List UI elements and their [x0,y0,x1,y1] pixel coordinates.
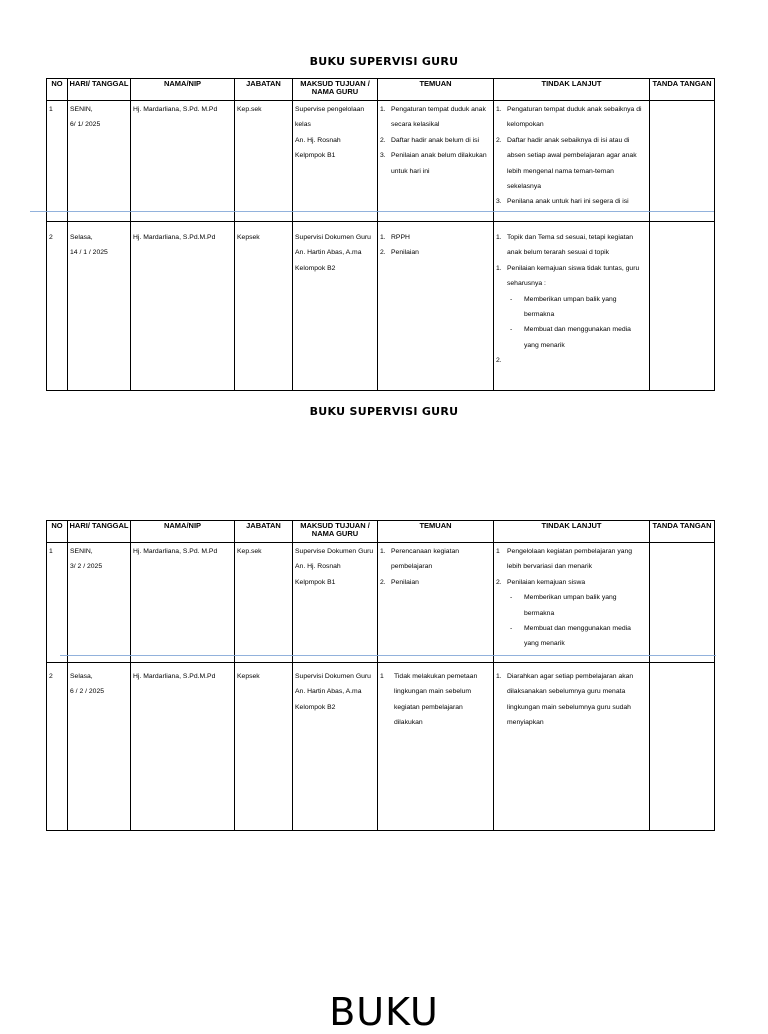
cell-no: 1 [47,543,68,663]
cell-tanda-tangan [650,101,715,222]
cell-maksud [293,543,378,663]
cell-nama: Hj. Mardarliana, S.Pd. M.Pd [131,543,235,663]
header-jabatan: JABATAN [235,521,293,543]
list-item: 1. RPPH [380,234,410,241]
cell-temuan [378,543,494,663]
supervision-table-1 [46,78,715,391]
table-row [47,222,715,391]
maksud-line: An. Hj. Rosnah [295,136,341,144]
cell-tanda-tangan [650,222,715,391]
document-title-2: BUKU SUPERVISI GURU [309,405,459,418]
cell-jabatan: Kepsek [235,663,293,831]
header-nama-nip: NAMA/NIP [131,79,235,101]
cell-nama: Hj. Mardarliana, S.Pd.M.Pd [131,663,235,831]
cell-tanda-tangan [650,663,715,831]
list-item: - Membuat dan menggunakan media yang menarik [510,625,631,648]
header-tindak-lanjut: TINDAK LANJUT [494,79,650,101]
list-item: - Membuat dan menggunakan media yang menarik [510,326,631,349]
list-item: 1. Pengaturan tempat duduk anak sebaiknya di kelompokan [496,106,642,129]
list-tail: 2. [496,357,502,365]
header-no: NO [47,79,68,101]
header-maksud-tujuan: MAKSUD TUJUAN / NAMA GURU [293,521,378,543]
list-item: 1. Pengaturan tempat duduk anak secara kelasikal [380,106,486,129]
list-item: 1. Diarahkan agar setiap pembelajaran akan dilaksanakan sebelumnya guru menata lingkungan main sebelumnya guru sudah menyiapkan [496,673,634,727]
cell-maksud [293,222,378,391]
maksud-line: Supervisi Dokumen Guru [295,234,371,241]
cell-tanggal [68,101,131,222]
tanggal-day: SENIN, [70,106,93,113]
cell-temuan [378,101,494,222]
cell-tanggal [68,222,131,391]
table-header-row [47,521,715,543]
list-item: 1 Tidak melakukan pemetaan lingkungan main sebelum kegiatan pembelajaran dilakukan [380,673,478,727]
header-jabatan: JABATAN [235,79,293,101]
cell-no: 1 [47,101,68,222]
list-item: 2. Penilaian kemajuan siswa [496,578,586,586]
tanggal-day: Selasa, [70,234,93,241]
maksud-line: Supervisi Dokumen Guru [295,673,371,680]
header-temuan: TEMUAN [378,79,494,101]
cell-tanggal [68,543,131,663]
tanggal-date: 6/ 1/ 2025 [70,121,101,129]
list-item: - Memberikan umpan balik yang bermakna [510,594,617,617]
cell-tanggal [68,663,131,831]
header-temuan: TEMUAN [378,521,494,543]
cell-tindak-lanjut [494,663,650,831]
cell-tanda-tangan [650,543,715,663]
list-item: 2. Penilaian [380,249,419,257]
list-item: 1. Perencanaan kegiatan pembelajaran [380,548,460,571]
cell-jabatan: Kep.sek [235,101,293,222]
table-row [47,543,715,663]
table-row [47,663,715,831]
maksud-line: Supervise Dokumen Guru [295,548,374,555]
maksud-line: An. Hj. Rosnah [295,563,341,571]
list-item: - Memberikan umpan balik yang bermakna [510,295,617,319]
list-item: 2. Daftar hadir anak sebaiknya di isi atau di absen setiap awal pembelajaran agar anak lebih mengenal nama teman-teman sekelasnya [496,136,637,191]
cell-maksud [293,101,378,222]
list-item: 1. Topik dan Tema sd sesuai, tetapi kegiatan anak belum terarah sesuai d topik [496,234,634,257]
cell-nama: Hj. Mardarliana, S.Pd. M.Pd [131,101,235,222]
list-item: 3. Penilaian anak belum dilakukan untuk hari ini [380,152,487,175]
header-hari-tanggal: HARI/ TANGGAL [68,79,131,101]
header-no: NO [47,521,68,543]
cell-nama: Hj. Mardarliana, S.Pd.M.Pd [131,222,235,391]
maksud-line: Kelpmpok B1 [295,578,336,586]
tanggal-day: Selasa, [70,673,93,680]
document-title: BUKU SUPERVISI GURU [309,55,459,68]
list-item: 3. Penilana anak untuk hari ini segera di isi [496,198,629,206]
maksud-line: Kelpmpok B1 [295,152,336,160]
list-item: 1 Pengelolaan kegiatan pembelajaran yang lebih bervariasi dan menarik [496,548,633,571]
cell-temuan [378,222,494,391]
header-tindak-lanjut: TINDAK LANJUT [494,521,650,543]
scan-line [30,211,714,212]
cell-no: 2 [47,222,68,391]
cell-tindak-lanjut [494,101,650,222]
cell-maksud [293,663,378,831]
header-maksud-tujuan: MAKSUD TUJUAN / NAMA GURU [293,79,378,101]
header-tanda-tangan: TANDA TANGAN [650,79,715,101]
list-item: 2. Penilaian [380,578,419,586]
cell-jabatan: Kep.sek [235,543,293,663]
table-row [47,101,715,222]
tanggal-date: 6 / 2 / 2025 [70,688,105,696]
maksud-line: Supervise pengelolaan kelas [295,106,365,129]
tanggal-date: 3/ 2 / 2025 [70,563,103,571]
list-item: 2. Daftar hadir anak belum di isi [380,136,480,144]
supervision-table-2 [46,520,715,831]
maksud-line: An. Hartin Abas, A.ma [295,688,362,696]
table-header-row [47,79,715,101]
maksud-line: An. Hartin Abas, A.ma [295,249,362,257]
header-hari-tanggal: HARI/ TANGGAL [68,521,131,543]
list-item: 1. Penilaian kemajuan siswa tidak tuntas, guru seharusnya : [496,264,640,288]
cell-tindak-lanjut [494,222,650,391]
header-nama-nip: NAMA/NIP [131,521,235,543]
maksud-line: Kelompok B2 [295,703,336,711]
cell-temuan [378,663,494,831]
cell-tindak-lanjut [494,543,650,663]
tanggal-date: 14 / 1 / 2025 [70,249,108,257]
scan-line [60,655,716,656]
cell-jabatan: Kepsek [235,222,293,391]
header-tanda-tangan: TANDA TANGAN [650,521,715,543]
cell-no: 2 [47,663,68,831]
next-page-title: BUKU [329,990,439,1034]
tanggal-day: SENIN, [70,548,93,555]
maksud-line: Kelompok B2 [295,264,336,272]
